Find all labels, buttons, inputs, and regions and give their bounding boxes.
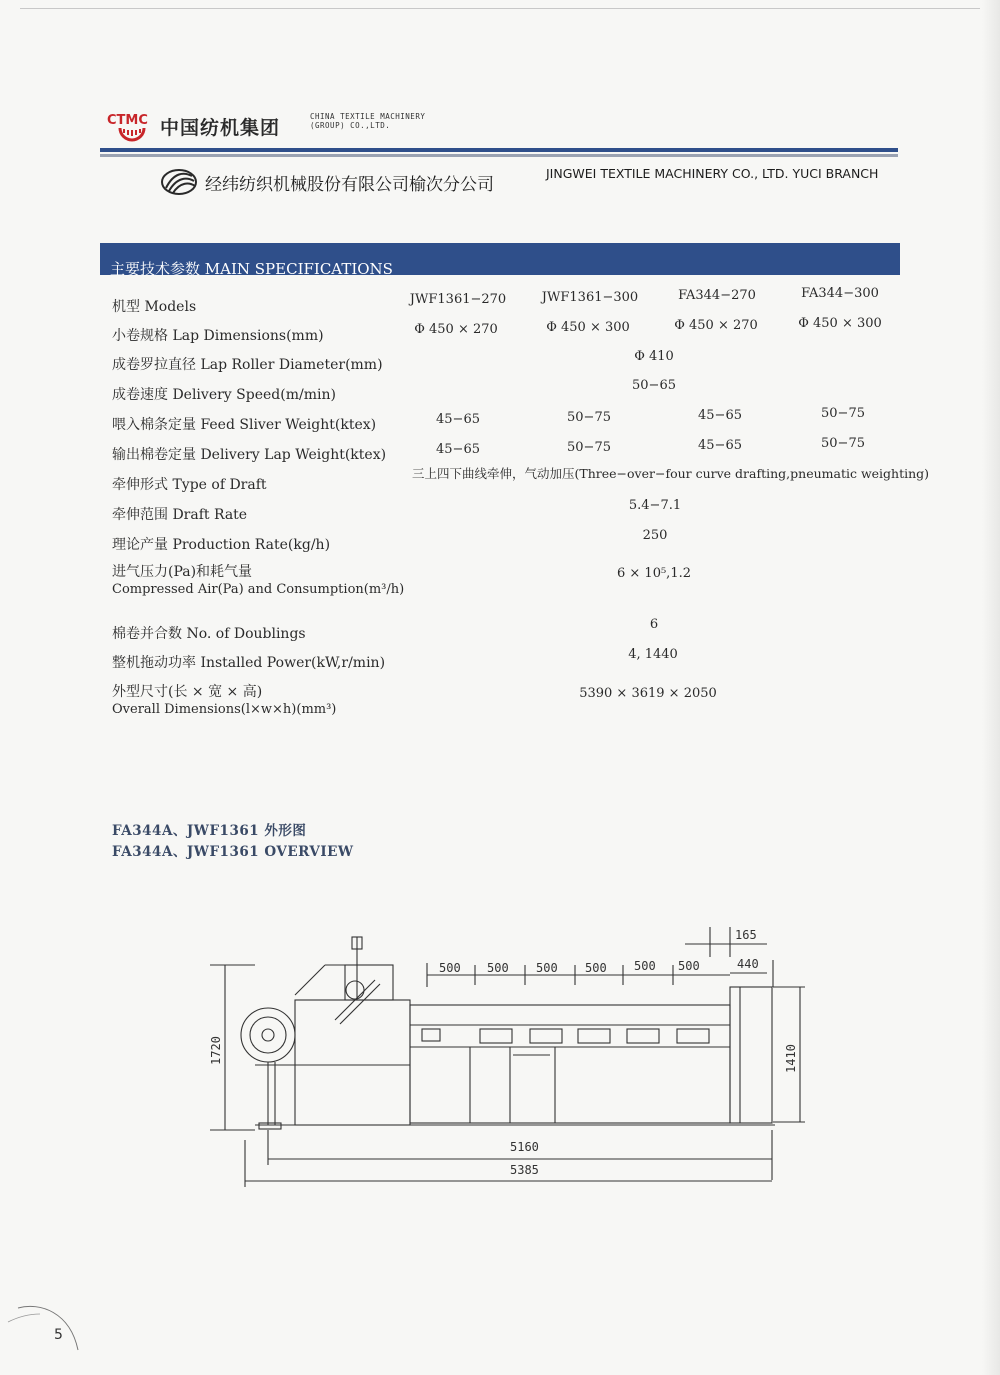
- installed-power-value: 4, 1440: [628, 647, 678, 662]
- dimension-label: 165: [735, 928, 757, 942]
- group-name-en-line2: (GROUP) CO.,LTD.: [310, 121, 391, 130]
- draft-rate-value: 5.4−7.1: [628, 498, 682, 513]
- model-cell: FA344−300: [801, 286, 879, 301]
- overall-dimensions-value: 5390 × 3619 × 2050: [579, 686, 717, 701]
- dimension-label: 500: [678, 959, 700, 973]
- compressed-air-label-cn: 进气压力(Pa)和耗气量: [112, 564, 253, 580]
- ctmc-logo-text: CTMC: [107, 113, 148, 128]
- draft-type-label: 牵伸形式 Type of Draft: [112, 477, 267, 493]
- delivery-lap-cell: 45−65: [436, 442, 480, 457]
- model-cell: JWF1361−270: [409, 292, 507, 307]
- top-edge-line: [20, 8, 980, 9]
- production-rate-label: 理论产量 Production Rate(kg/h): [112, 537, 331, 553]
- ctmc-logo: [106, 110, 158, 142]
- installed-power-label: 整机拖动功率 Installed Power(kW,r/min): [112, 655, 386, 671]
- dimension-label: 500: [536, 961, 558, 975]
- dimension-label: 440: [737, 957, 759, 971]
- overall-dimensions-label: [112, 683, 336, 719]
- dimension-label: 5385: [510, 1163, 539, 1177]
- overview-title-cn: FA344A、JWF1361 外形图: [112, 823, 307, 839]
- draft-type-value: 三上四下曲线牵伸，气动加压(Three−over−four curve drafting,pneumatic weighting): [412, 466, 930, 481]
- lap-dimensions-cell: Φ 450 × 300: [546, 320, 630, 335]
- compressed-air-label: [112, 563, 404, 599]
- delivery-lap-label: 输出棉卷定量 Delivery Lap Weight(ktex): [112, 447, 387, 463]
- group-name-en: [310, 112, 425, 130]
- models-label: 机型 Models: [112, 299, 197, 315]
- overview-title-en: FA344A、JWF1361 OVERVIEW: [112, 844, 354, 860]
- feed-sliver-label: 喂入棉条定量 Feed Sliver Weight(ktex): [112, 417, 377, 433]
- lap-roller-label: 成卷罗拉直径 Lap Roller Diameter(mm): [112, 357, 383, 373]
- overall-dimensions-label-cn: 外型尺寸(长 × 宽 × 高): [112, 684, 263, 700]
- page-edge-shadow: [982, 0, 1000, 1375]
- dimension-label: 5160: [510, 1140, 539, 1154]
- header-rule-gray: [100, 154, 898, 157]
- group-name-cn: 中国纺机集团: [160, 117, 281, 139]
- delivery-lap-cell: 50−75: [821, 436, 865, 451]
- page-number: 5: [54, 1327, 63, 1343]
- compressed-air-label-en: Compressed Air(Pa) and Consumption(m³/h): [112, 582, 405, 597]
- machine-overview-drawing: [195, 925, 798, 1190]
- company-name-en: JINGWEI TEXTILE MACHINERY CO., LTD. YUCI BRANCH: [546, 166, 879, 181]
- delivery-speed-value: 50−65: [632, 378, 676, 393]
- dimension-label: 500: [487, 961, 509, 975]
- jingwei-logo-icon: [160, 168, 198, 196]
- lap-dimensions-label: 小卷规格 Lap Dimensions(mm): [112, 328, 324, 344]
- model-cell: FA344−270: [678, 288, 756, 303]
- lap-dimensions-cell: Φ 450 × 270: [674, 318, 758, 333]
- delivery-speed-label: 成卷速度 Delivery Speed(m/min): [112, 387, 336, 403]
- model-cell: JWF1361−300: [541, 290, 639, 305]
- dimension-label: 500: [634, 959, 656, 973]
- production-rate-value: 250: [642, 528, 668, 543]
- feed-sliver-cell: 45−65: [698, 408, 742, 423]
- delivery-lap-cell: 45−65: [698, 438, 742, 453]
- doublings-value: 6: [649, 617, 659, 632]
- feed-sliver-cell: 50−75: [821, 406, 865, 421]
- compressed-air-value: 6 × 10⁵,1.2: [617, 566, 691, 581]
- draft-rate-label: 牵伸范围 Draft Rate: [112, 507, 248, 523]
- lap-dimensions-cell: Φ 450 × 270: [414, 322, 498, 337]
- specs-heading: 主要技术参数 MAIN SPECIFICATIONS: [110, 260, 393, 278]
- overall-dimensions-label-en: Overall Dimensions(l×w×h)(mm³): [112, 702, 337, 717]
- dimension-label: 500: [585, 961, 607, 975]
- lap-dimensions-cell: Φ 450 × 300: [798, 316, 882, 331]
- delivery-lap-cell: 50−75: [567, 440, 611, 455]
- dimension-label: 500: [439, 961, 461, 975]
- page-corner-curve: [0, 1300, 90, 1375]
- group-name-en-line1: CHINA TEXTILE MACHINERY: [310, 112, 426, 121]
- feed-sliver-cell: 45−65: [436, 412, 480, 427]
- dimension-label: 1410: [784, 1044, 798, 1073]
- lap-roller-value: Φ 410: [634, 349, 674, 364]
- doublings-label: 棉卷并合数 No. of Doublings: [112, 626, 306, 642]
- feed-sliver-cell: 50−75: [567, 410, 611, 425]
- header-rule-blue: [100, 148, 898, 152]
- company-name-cn: 经纬纺织机械股份有限公司榆次分公司: [205, 175, 494, 195]
- dimension-label: 1720: [209, 1036, 223, 1065]
